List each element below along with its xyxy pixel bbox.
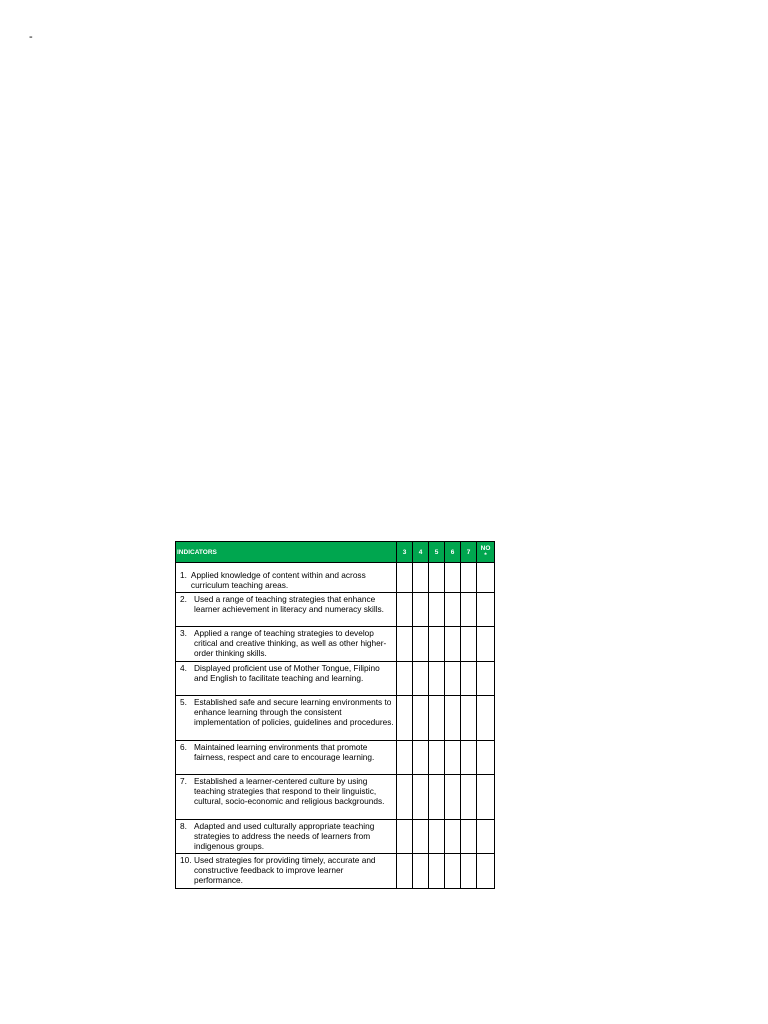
rating-cell[interactable]: [397, 820, 413, 854]
indicator-cell: [176, 593, 397, 627]
rating-cell[interactable]: [413, 662, 429, 696]
rating-cell[interactable]: [397, 593, 413, 627]
rating-cell[interactable]: [397, 563, 413, 593]
rating-cell[interactable]: [445, 775, 461, 820]
indicator-text: Applied a range of teaching strategies to develop critical and creative thinking, as well as other higher-order thinking skills.: [194, 628, 387, 658]
table-header-row: [176, 542, 495, 563]
no-cell[interactable]: [477, 854, 495, 889]
header-no: NO *: [477, 542, 495, 563]
indicator-text: Applied knowledge of content within and across curriculum teaching areas.: [190, 570, 366, 590]
header-rating-7: 7: [461, 542, 477, 563]
rating-cell[interactable]: [429, 854, 445, 889]
rating-cell[interactable]: [429, 662, 445, 696]
rating-cell[interactable]: [397, 696, 413, 741]
indicator-number: 8.: [180, 821, 187, 831]
rating-cell[interactable]: [413, 820, 429, 854]
rating-cell[interactable]: [445, 741, 461, 775]
rating-cell[interactable]: [445, 820, 461, 854]
indicator-text: Displayed proficient use of Mother Tongue, Filipino and English to facilitate teaching and learning.: [194, 663, 380, 683]
rating-cell[interactable]: [397, 662, 413, 696]
indicator-cell: [176, 563, 397, 593]
indicator-text: Used strategies for providing timely, accurate and constructive feedback to improve learner performance.: [194, 855, 376, 885]
no-cell[interactable]: [477, 696, 495, 741]
rating-cell[interactable]: [429, 563, 445, 593]
rating-cell[interactable]: [413, 627, 429, 662]
header-rating-5: 5: [429, 542, 445, 563]
rating-cell[interactable]: [429, 741, 445, 775]
indicator-number: 5.: [180, 697, 187, 707]
indicator-cell: [176, 696, 397, 741]
indicator-cell: [176, 627, 397, 662]
indicator-number: 2.: [180, 594, 187, 604]
table-row: [176, 696, 495, 741]
rating-cell[interactable]: [461, 696, 477, 741]
rating-cell[interactable]: [397, 854, 413, 889]
rating-cell[interactable]: [461, 593, 477, 627]
indicator-number: 4.: [180, 663, 187, 673]
indicator-text: Maintained learning environments that promote fairness, respect and care to encourage learning.: [194, 742, 375, 762]
rating-cell[interactable]: [445, 854, 461, 889]
header-indicators: INDICATORS: [176, 542, 397, 563]
table-row: [176, 741, 495, 775]
table-row: [176, 627, 495, 662]
indicator-cell: [176, 662, 397, 696]
header-rating-3: 3: [397, 542, 413, 563]
header-rating-6: 6: [445, 542, 461, 563]
rating-cell[interactable]: [429, 696, 445, 741]
rating-cell[interactable]: [461, 741, 477, 775]
rating-cell[interactable]: [461, 627, 477, 662]
no-cell[interactable]: [477, 741, 495, 775]
table-row: [176, 820, 495, 854]
rating-cell[interactable]: [461, 854, 477, 889]
rating-cell[interactable]: [445, 627, 461, 662]
indicator-text: Established a learner-centered culture by using teaching strategies that respond to their linguistic, cultural, socio-economic and religious backgrounds.: [194, 776, 385, 806]
rating-cell[interactable]: [445, 662, 461, 696]
indicator-number: 10.: [180, 855, 192, 865]
rating-cell[interactable]: [429, 820, 445, 854]
indicator-number: 1.: [180, 570, 187, 580]
rating-cell[interactable]: [445, 593, 461, 627]
indicator-text: Established safe and secure learning environments to enhance learning through the consistent implementation of policies, guidelines and procedures.: [194, 697, 394, 727]
indicator-number: 6.: [180, 742, 187, 752]
dash-mark: -: [29, 31, 33, 43]
no-cell[interactable]: [477, 563, 495, 593]
indicator-cell: [176, 820, 397, 854]
table-row: [176, 593, 495, 627]
table-row: [176, 854, 495, 889]
rating-cell[interactable]: [413, 854, 429, 889]
rating-cell[interactable]: [429, 627, 445, 662]
rating-cell[interactable]: [445, 696, 461, 741]
rating-cell[interactable]: [413, 741, 429, 775]
rating-cell[interactable]: [461, 820, 477, 854]
no-cell[interactable]: [477, 627, 495, 662]
rating-cell[interactable]: [461, 563, 477, 593]
indicator-cell: [176, 854, 397, 889]
indicator-cell: [176, 741, 397, 775]
indicator-number: 7.: [180, 776, 187, 786]
indicator-text: Used a range of teaching strategies that enhance learner achievement in literacy and numeracy skills.: [194, 594, 384, 614]
rating-cell[interactable]: [413, 593, 429, 627]
rating-cell[interactable]: [429, 593, 445, 627]
table-row: [176, 563, 495, 593]
table-row: [176, 662, 495, 696]
indicator-text: Adapted and used culturally appropriate teaching strategies to address the needs of learners from indigenous groups.: [194, 821, 375, 851]
no-cell[interactable]: [477, 593, 495, 627]
rating-cell[interactable]: [397, 775, 413, 820]
rating-cell[interactable]: [461, 775, 477, 820]
rating-cell[interactable]: [397, 627, 413, 662]
rating-cell[interactable]: [429, 775, 445, 820]
indicator-number: 3.: [180, 628, 187, 638]
no-cell[interactable]: [477, 820, 495, 854]
rating-cell[interactable]: [413, 563, 429, 593]
rating-cell[interactable]: [413, 696, 429, 741]
rating-cell[interactable]: [445, 563, 461, 593]
rating-cell[interactable]: [413, 775, 429, 820]
indicators-table: [175, 541, 495, 889]
no-cell[interactable]: [477, 775, 495, 820]
rating-cell[interactable]: [397, 741, 413, 775]
indicator-cell: [176, 775, 397, 820]
table-row: [176, 775, 495, 820]
rating-cell[interactable]: [461, 662, 477, 696]
no-cell[interactable]: [477, 662, 495, 696]
header-rating-4: 4: [413, 542, 429, 563]
